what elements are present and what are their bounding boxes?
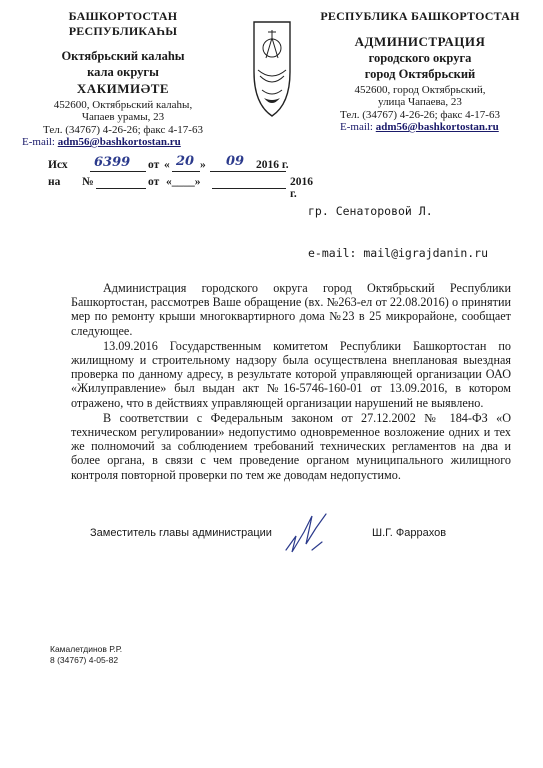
header-right-address1: 452600, город Октябрьский, <box>354 84 486 96</box>
executor-phone: 8 (34767) 4-05-82 <box>50 655 119 665</box>
header-left-email[interactable]: adm56@bashkortostan.ru <box>57 136 181 148</box>
body-paragraph-2: 13.09.2016 Государственным комитетом Республики Башкортостан по жилищному и строительному надзору была осуществлена внеплановая выездная проверка по данному адресу, в результате которой управляющей организации ОАО «Жилуправление» был выдан акт №16-5746-160-01 от 13.09.2016, в котором отражено, что в действиях управляющей организации нарушений не выявлено. <box>71 338 511 410</box>
out-label: Исх <box>48 159 68 171</box>
letter-body <box>71 281 511 482</box>
in-label: на <box>48 176 61 188</box>
header-left-phone: Тел. (34767) 4-26-26; факс 4-17-63 <box>43 124 203 136</box>
out-day: 20 <box>176 154 195 169</box>
header-left <box>14 6 232 148</box>
emblem-icon <box>246 12 298 120</box>
header-left-address2: Чапаев урамы, 23 <box>81 111 165 123</box>
out-open-quote: « <box>164 159 170 171</box>
header-right-email[interactable]: adm56@bashkortostan.ru <box>375 121 499 133</box>
header-right <box>304 6 536 133</box>
header-left-email-label: E-mail: <box>22 136 58 148</box>
header-left-email-line <box>14 136 232 148</box>
out-close-quote: » <box>200 159 206 171</box>
out-month: 09 <box>226 154 245 169</box>
header-right-republic: РЕСПУБЛИКА БАШКОРТОСТАН <box>320 9 520 23</box>
in-number-prefix: № <box>82 176 94 188</box>
registration-in <box>48 174 313 200</box>
out-number: 6399 <box>94 155 131 170</box>
in-quote: «____» <box>166 176 201 188</box>
signature-position: Заместитель главы администрации <box>90 527 272 539</box>
registration-out <box>48 154 308 175</box>
recipient-email: e-mail: mail@igrajdanin.ru <box>308 246 489 260</box>
in-year: 2016 г. <box>290 176 313 200</box>
header-left-okrug: кала округы <box>87 65 159 79</box>
header-left-republic: БАШКОРТОСТАН РЕСПУБЛИКАҺЫ <box>68 9 178 38</box>
header-right-phone: Тел. (34767) 4-26-26; факс 4-17-63 <box>340 109 500 121</box>
executor-block <box>50 644 122 666</box>
header-right-email-line <box>304 121 536 133</box>
body-paragraph-1: Администрация городского округа город Октябрьский Республики Башкортостан, рассмотрев Ваше обращение (вх. №263-ел от 22.08.2016) о принятии мер по ремонту крыши многоквартирного дома №23 в 25 микрорайоне, сообщает следующее. <box>71 281 511 338</box>
executor-name: Камалетдинов Р.Р. <box>50 644 123 654</box>
header-right-okrug: городского округа <box>368 51 472 65</box>
header-right-email-label: E-mail: <box>340 121 376 133</box>
recipient-name: гр. Сенаторовой Л. <box>308 204 433 218</box>
header-right-authority: АДМИНИСТРАЦИЯ <box>354 34 486 49</box>
signature-scribble-icon <box>282 510 352 560</box>
body-paragraph-3: В соответствии с Федеральным законом от 27.12.2002 № 184-ФЗ «О техническом регулировании» недопустимо одновременное возложение одних и тех же полномочий за соблюдением требований технических регламентов на два и более органа, в связи с чем проведение органом муниципального жилищного контроля повторной проверки по тем же доводам недопустимо. <box>71 410 511 482</box>
header-right-city: город Октябрьский <box>364 67 476 81</box>
out-year: 2016 г. <box>256 159 289 171</box>
header-right-address2: улица Чапаева, 23 <box>378 96 462 108</box>
header-left-address1: 452600, Октябрьский калаһы, <box>53 99 193 111</box>
header-left-district: Октябрьский калаһы <box>61 49 185 63</box>
in-from-label: от <box>148 176 160 188</box>
out-from-label: от <box>148 159 160 171</box>
header-left-authority: ХАКИМИӘТЕ <box>76 81 170 96</box>
signature-name: Ш.Г. Фаррахов <box>372 527 447 539</box>
